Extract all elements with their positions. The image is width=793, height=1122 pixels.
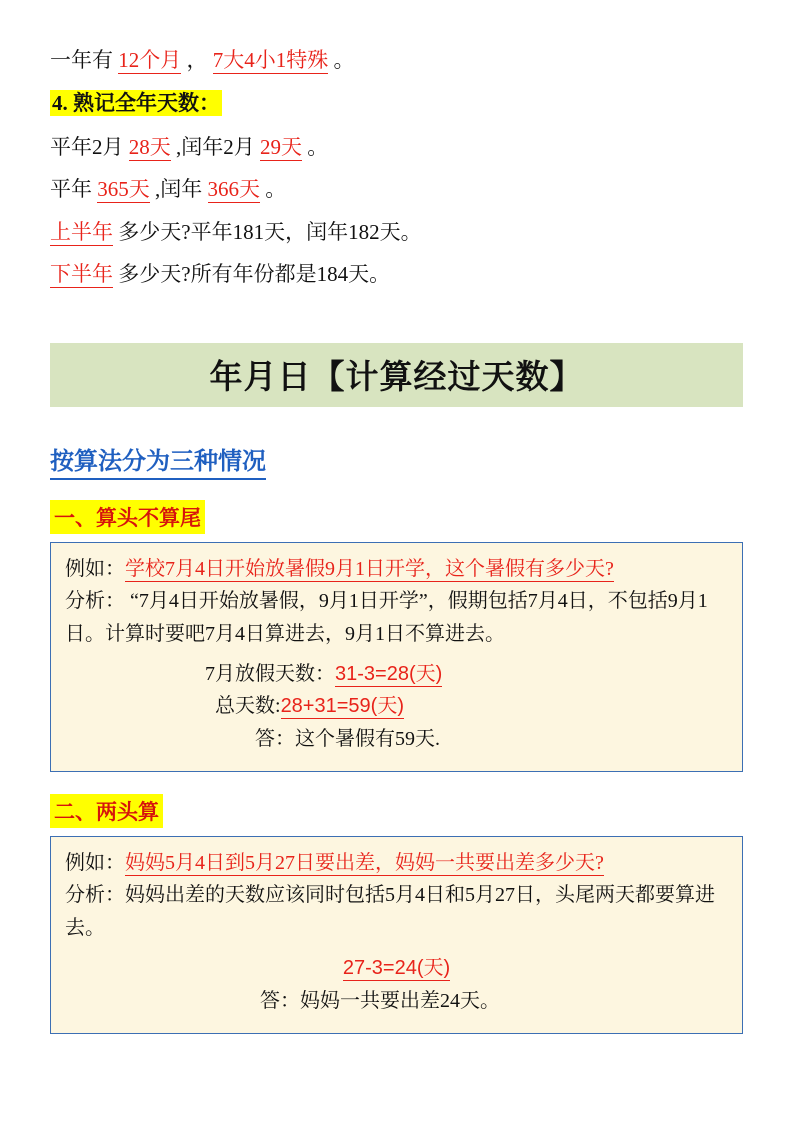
case-2-step-1 bbox=[65, 952, 728, 984]
note-prefix: 一年有 bbox=[50, 48, 113, 72]
second-half-label: 下半年 bbox=[50, 262, 113, 287]
case-1-step-2 bbox=[65, 690, 728, 722]
case-2-step-1-formula: 27-3=24(天) bbox=[342, 957, 451, 980]
case-2-analysis bbox=[65, 879, 728, 944]
note-line-first-half bbox=[50, 216, 743, 249]
case-1-step-1-formula: 31-3=28(天) bbox=[335, 662, 443, 685]
case-1-example-box bbox=[50, 542, 743, 772]
leap-year-days: 366天 bbox=[207, 177, 260, 202]
year-mid: ,闰年 bbox=[155, 177, 203, 202]
case-1-question-line bbox=[65, 553, 728, 585]
year-prefix: 平年 bbox=[50, 177, 92, 202]
case-1-step-1-text: 7月放假天数： bbox=[205, 662, 335, 685]
section-4-heading-row bbox=[50, 87, 743, 117]
section-4-heading: 4. 熟记全年天数： bbox=[52, 90, 220, 115]
case-1-analysis bbox=[65, 585, 728, 650]
first-half-label: 上半年 bbox=[50, 219, 113, 244]
note-line-feb bbox=[50, 131, 743, 164]
case-2-answer: 答：妈妈一共要出差24天。 bbox=[260, 989, 500, 1012]
case-1-answer: 答：这个暑假有59天. bbox=[255, 727, 440, 750]
note-comma: ， bbox=[186, 48, 208, 72]
case-2-question-line bbox=[65, 847, 728, 879]
case-2-example-prefix: 例如： bbox=[65, 852, 125, 875]
case-2-label-row bbox=[50, 792, 743, 836]
common-year-days: 365天 bbox=[97, 177, 150, 202]
banner-title: 年月日【计算经过天数】 bbox=[209, 358, 584, 396]
feb-mid: ,闰年2月 bbox=[176, 134, 255, 159]
case-2-spacer bbox=[65, 944, 728, 952]
feb-common-days: 28天 bbox=[128, 134, 171, 159]
case-1-example-prefix: 例如： bbox=[65, 557, 125, 580]
section-banner bbox=[50, 343, 743, 407]
case-1-step-2-text: 总天数: bbox=[215, 695, 281, 718]
feb-suffix: 。 bbox=[307, 134, 329, 159]
subtitle: 按算法分为三种情况 bbox=[50, 441, 266, 480]
note-period: 。 bbox=[333, 48, 355, 72]
case-1-step-2-formula: 28+31=59(天) bbox=[280, 695, 404, 718]
case-2-example-box bbox=[50, 836, 743, 1034]
note-line-months bbox=[50, 44, 743, 77]
year-suffix: 。 bbox=[265, 177, 287, 202]
case-1-analysis-label: 分析： bbox=[65, 590, 125, 613]
case-2-label: 二、两头算 bbox=[50, 794, 163, 828]
case-1-analysis-text: “7月4日开始放暑假，9月1日开学”，假期包括7月4日，不包括9月1日。计算时要吧7月4日算进去，9月1日不算进去。 bbox=[65, 590, 708, 645]
case-2-analysis-label: 分析： bbox=[65, 884, 125, 907]
second-half-text: 多少天?所有年份都是184天。 bbox=[118, 262, 391, 287]
case-2-question: 妈妈5月4日到5月27日要出差，妈妈一共要出差多少天? bbox=[125, 852, 604, 875]
case-1-step-1 bbox=[65, 658, 728, 690]
subtitle-row bbox=[50, 433, 743, 498]
case-1-question: 学校7月4日开始放暑假9月1日开学，这个暑假有多少天? bbox=[125, 557, 614, 580]
case-2-analysis-text: 妈妈出差的天数应该同时包括5月4日和5月27日，头尾两天都要算进去。 bbox=[65, 884, 715, 939]
blank-12-months: 12个月 bbox=[118, 48, 182, 72]
feb-prefix: 平年2月 bbox=[50, 134, 124, 159]
blank-big-small-special: 7大4小1特殊 bbox=[212, 48, 329, 72]
first-half-text: 多少天?平年181天，闰年182天。 bbox=[118, 219, 422, 244]
feb-leap-days: 29天 bbox=[260, 134, 302, 159]
case-1-label-row bbox=[50, 498, 743, 542]
note-line-second-half bbox=[50, 258, 743, 291]
case-1-spacer bbox=[65, 650, 728, 658]
note-line-year-days bbox=[50, 173, 743, 206]
case-1-label: 一、算头不算尾 bbox=[50, 500, 205, 534]
